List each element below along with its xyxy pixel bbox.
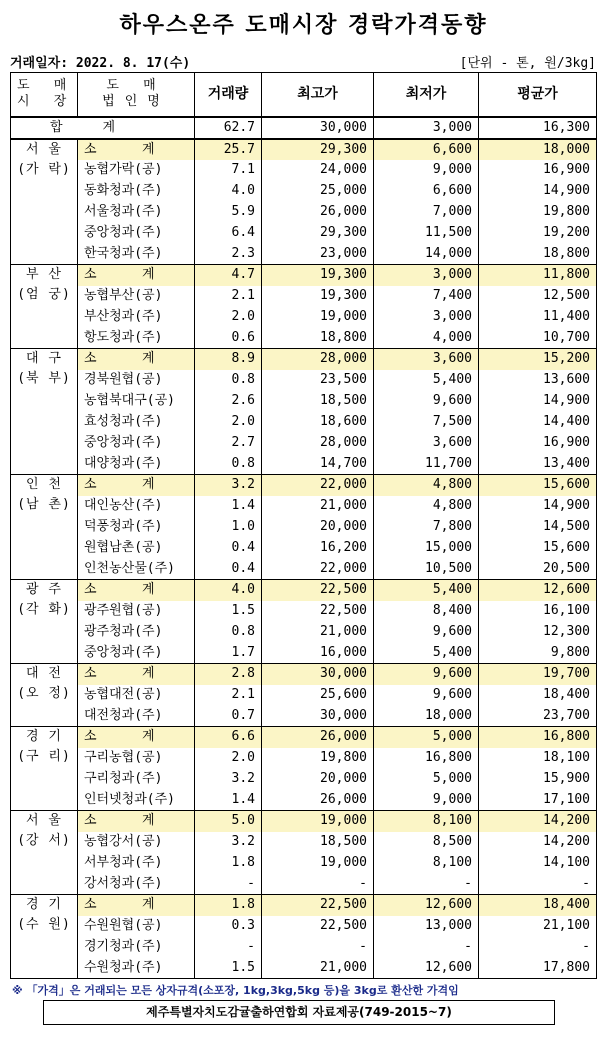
corp-name: 농협북대구(공) xyxy=(78,391,195,412)
volume-cell: - xyxy=(195,937,262,958)
min-price-cell: 6,600 xyxy=(374,139,479,160)
table-row xyxy=(11,748,597,769)
volume-cell: 1.4 xyxy=(195,790,262,811)
avg-price-cell: 16,800 xyxy=(479,727,597,748)
min-price-cell: 7,400 xyxy=(374,286,479,307)
table-row xyxy=(11,832,597,853)
subtotal-row xyxy=(11,265,597,286)
header-corp: 도 매 법인명 xyxy=(78,73,195,117)
corp-name: 농협강서(공) xyxy=(78,832,195,853)
avg-price-cell: 19,700 xyxy=(479,664,597,685)
volume-cell: 0.8 xyxy=(195,622,262,643)
volume-cell: 0.4 xyxy=(195,538,262,559)
max-price-cell: 18,500 xyxy=(262,391,374,412)
volume-cell: 4.0 xyxy=(195,181,262,202)
corp-name: 경기청과(주) xyxy=(78,937,195,958)
table-row xyxy=(11,328,597,349)
avg-price-cell: 11,400 xyxy=(479,307,597,328)
market-name: 대 구 (북 부) xyxy=(11,349,78,475)
header-volume: 거래량 xyxy=(195,73,262,117)
avg-price-cell: 23,700 xyxy=(479,706,597,727)
min-price-cell: 10,500 xyxy=(374,559,479,580)
unit-label: [단위 - 톤, 원/3kg] xyxy=(459,56,596,71)
min-price-cell: 13,000 xyxy=(374,916,479,937)
market-name: 광 주 (각 화) xyxy=(11,580,78,664)
table-row xyxy=(11,622,597,643)
subtotal-row xyxy=(11,664,597,685)
max-price-cell: 21,000 xyxy=(262,622,374,643)
volume-cell: 25.7 xyxy=(195,139,262,160)
max-price-cell: 23,000 xyxy=(262,244,374,265)
avg-price-cell: - xyxy=(479,937,597,958)
subtotal-row xyxy=(11,349,597,370)
volume-cell: 2.3 xyxy=(195,244,262,265)
min-price-cell: 8,100 xyxy=(374,853,479,874)
min-price-cell: 4,800 xyxy=(374,496,479,517)
meta-row xyxy=(10,52,596,71)
min-price-cell: 12,600 xyxy=(374,958,479,979)
max-price-cell: 22,500 xyxy=(262,580,374,601)
table-row xyxy=(11,643,597,664)
min-price-cell: 3,000 xyxy=(374,307,479,328)
max-price-cell: 25,600 xyxy=(262,685,374,706)
table-row xyxy=(11,685,597,706)
corp-name: 경북원협(공) xyxy=(78,370,195,391)
source-credit: 제주특별자치도감귤출하연합회 자료제공(749-2015~7) xyxy=(43,1000,555,1025)
market-name: 서 울 (가 락) xyxy=(11,139,78,265)
volume-cell: 2.6 xyxy=(195,391,262,412)
min-price-cell: 18,000 xyxy=(374,706,479,727)
max-price-cell: 29,300 xyxy=(262,139,374,160)
corp-name: 한국청과(주) xyxy=(78,244,195,265)
subtotal-label: 소 계 xyxy=(78,265,195,286)
volume-cell: 7.1 xyxy=(195,160,262,181)
volume-cell: 5.9 xyxy=(195,202,262,223)
max-price-cell: 22,500 xyxy=(262,601,374,622)
subtotal-label: 소 계 xyxy=(78,664,195,685)
header-avg: 평균가 xyxy=(479,73,597,117)
header-max: 최고가 xyxy=(262,73,374,117)
total-volume: 62.7 xyxy=(195,117,262,139)
max-price-cell: 22,500 xyxy=(262,895,374,916)
header-row xyxy=(11,73,597,117)
max-price-cell: 28,000 xyxy=(262,433,374,454)
subtotal-row xyxy=(11,727,597,748)
min-price-cell: 9,600 xyxy=(374,391,479,412)
volume-cell: 6.6 xyxy=(195,727,262,748)
avg-price-cell: 20,500 xyxy=(479,559,597,580)
max-price-cell: 18,500 xyxy=(262,832,374,853)
max-price-cell: 26,000 xyxy=(262,790,374,811)
volume-cell: 1.8 xyxy=(195,895,262,916)
corp-name: 구리농협(공) xyxy=(78,748,195,769)
max-price-cell: - xyxy=(262,874,374,895)
avg-price-cell: 15,600 xyxy=(479,475,597,496)
avg-price-cell: 16,100 xyxy=(479,601,597,622)
max-price-cell: 28,000 xyxy=(262,349,374,370)
min-price-cell: 12,600 xyxy=(374,895,479,916)
market-name: 대 전 (오 정) xyxy=(11,664,78,727)
volume-cell: 4.7 xyxy=(195,265,262,286)
table-row xyxy=(11,706,597,727)
volume-cell: 0.4 xyxy=(195,559,262,580)
volume-cell: 2.1 xyxy=(195,286,262,307)
page-title: 하우스온주 도매시장 경락가격동향 xyxy=(119,13,488,38)
corp-name: 효성청과(주) xyxy=(78,412,195,433)
max-price-cell: 19,000 xyxy=(262,853,374,874)
min-price-cell: 8,500 xyxy=(374,832,479,853)
avg-price-cell: 14,100 xyxy=(479,853,597,874)
max-price-cell: 20,000 xyxy=(262,517,374,538)
table-row xyxy=(11,853,597,874)
avg-price-cell: 12,300 xyxy=(479,622,597,643)
avg-price-cell: 18,100 xyxy=(479,748,597,769)
header-market: 도 매 시 장 xyxy=(11,73,78,117)
min-price-cell: 5,000 xyxy=(374,769,479,790)
table-row xyxy=(11,958,597,979)
subtotal-row xyxy=(11,475,597,496)
avg-price-cell: 21,100 xyxy=(479,916,597,937)
table-row xyxy=(11,496,597,517)
volume-cell: 3.2 xyxy=(195,769,262,790)
volume-cell: 4.0 xyxy=(195,580,262,601)
corp-name: 동화청과(주) xyxy=(78,181,195,202)
max-price-cell: 22,000 xyxy=(262,559,374,580)
trade-date: 거래일자: 2022. 8. 17(수) xyxy=(10,56,191,71)
subtotal-label: 소 계 xyxy=(78,349,195,370)
volume-cell: 1.5 xyxy=(195,601,262,622)
avg-price-cell: 12,500 xyxy=(479,286,597,307)
total-min: 3,000 xyxy=(374,117,479,139)
corp-name: 서부청과(주) xyxy=(78,853,195,874)
total-row xyxy=(11,117,597,139)
table-row xyxy=(11,202,597,223)
corp-name: 수원원협(공) xyxy=(78,916,195,937)
avg-price-cell: 18,400 xyxy=(479,685,597,706)
market-name: 경 기 (수 원) xyxy=(11,895,78,979)
subtotal-label: 소 계 xyxy=(78,811,195,832)
min-price-cell: - xyxy=(374,874,479,895)
table-row xyxy=(11,517,597,538)
subtotal-row xyxy=(11,580,597,601)
volume-cell: 1.0 xyxy=(195,517,262,538)
avg-price-cell: 14,200 xyxy=(479,832,597,853)
max-price-cell: 23,500 xyxy=(262,370,374,391)
avg-price-cell: 18,400 xyxy=(479,895,597,916)
avg-price-cell: 9,800 xyxy=(479,643,597,664)
volume-cell: 1.7 xyxy=(195,643,262,664)
avg-price-cell: 15,600 xyxy=(479,538,597,559)
min-price-cell: 9,000 xyxy=(374,790,479,811)
min-price-cell: 8,400 xyxy=(374,601,479,622)
min-price-cell: 15,000 xyxy=(374,538,479,559)
corp-name: 대양청과(주) xyxy=(78,454,195,475)
min-price-cell: 3,600 xyxy=(374,433,479,454)
volume-cell: 2.7 xyxy=(195,433,262,454)
max-price-cell: 19,800 xyxy=(262,748,374,769)
min-price-cell: 7,000 xyxy=(374,202,479,223)
max-price-cell: 21,000 xyxy=(262,496,374,517)
corp-name: 항도청과(주) xyxy=(78,328,195,349)
min-price-cell: - xyxy=(374,937,479,958)
market-name: 부 산 (엄 궁) xyxy=(11,265,78,349)
volume-cell: 1.4 xyxy=(195,496,262,517)
min-price-cell: 5,400 xyxy=(374,370,479,391)
table-row xyxy=(11,454,597,475)
market-name: 서 울 (강 서) xyxy=(11,811,78,895)
table-row xyxy=(11,244,597,265)
max-price-cell: 29,300 xyxy=(262,223,374,244)
subtotal-label: 소 계 xyxy=(78,475,195,496)
max-price-cell: 18,800 xyxy=(262,328,374,349)
corp-name: 중앙청과(주) xyxy=(78,223,195,244)
table-row xyxy=(11,874,597,895)
corp-name: 서울청과(주) xyxy=(78,202,195,223)
volume-cell: 0.7 xyxy=(195,706,262,727)
volume-cell: 0.8 xyxy=(195,370,262,391)
volume-cell: 0.3 xyxy=(195,916,262,937)
volume-cell: 6.4 xyxy=(195,223,262,244)
min-price-cell: 3,600 xyxy=(374,349,479,370)
max-price-cell: 30,000 xyxy=(262,706,374,727)
table-row xyxy=(11,370,597,391)
max-price-cell: 24,000 xyxy=(262,160,374,181)
min-price-cell: 3,000 xyxy=(374,265,479,286)
avg-price-cell: 14,500 xyxy=(479,517,597,538)
table-row xyxy=(11,790,597,811)
min-price-cell: 14,000 xyxy=(374,244,479,265)
total-avg: 16,300 xyxy=(479,117,597,139)
header-min: 최저가 xyxy=(374,73,479,117)
avg-price-cell: 11,800 xyxy=(479,265,597,286)
corp-name: 원협남촌(공) xyxy=(78,538,195,559)
volume-cell: 2.0 xyxy=(195,412,262,433)
table-row xyxy=(11,937,597,958)
volume-cell: 2.0 xyxy=(195,307,262,328)
avg-price-cell: - xyxy=(479,874,597,895)
volume-cell: - xyxy=(195,874,262,895)
avg-price-cell: 18,800 xyxy=(479,244,597,265)
table-row xyxy=(11,601,597,622)
min-price-cell: 7,500 xyxy=(374,412,479,433)
avg-price-cell: 14,200 xyxy=(479,811,597,832)
table-row xyxy=(11,160,597,181)
avg-price-cell: 15,200 xyxy=(479,349,597,370)
avg-price-cell: 19,200 xyxy=(479,223,597,244)
avg-price-cell: 14,900 xyxy=(479,496,597,517)
min-price-cell: 4,800 xyxy=(374,475,479,496)
min-price-cell: 9,600 xyxy=(374,685,479,706)
volume-cell: 5.0 xyxy=(195,811,262,832)
max-price-cell: 16,000 xyxy=(262,643,374,664)
market-name: 인 천 (남 촌) xyxy=(11,475,78,580)
corp-name: 농협대전(공) xyxy=(78,685,195,706)
min-price-cell: 5,400 xyxy=(374,643,479,664)
max-price-cell: 30,000 xyxy=(262,664,374,685)
corp-name: 인천농산물(주) xyxy=(78,559,195,580)
table-row xyxy=(11,286,597,307)
table-row xyxy=(11,916,597,937)
min-price-cell: 8,100 xyxy=(374,811,479,832)
subtotal-row xyxy=(11,895,597,916)
corp-name: 수원청과(주) xyxy=(78,958,195,979)
volume-cell: 0.8 xyxy=(195,454,262,475)
min-price-cell: 11,700 xyxy=(374,454,479,475)
max-price-cell: 22,000 xyxy=(262,475,374,496)
corp-name: 구리청과(주) xyxy=(78,769,195,790)
corp-name: 농협부산(공) xyxy=(78,286,195,307)
price-note: ※ 「가격」은 거래되는 모든 상자규격(소포장, 1kg,3kg,5kg 등)을 3kg로 환산한 가격임 xyxy=(12,984,459,997)
corp-name: 강서청과(주) xyxy=(78,874,195,895)
corp-name: 덕풍청과(주) xyxy=(78,517,195,538)
max-price-cell: 20,000 xyxy=(262,769,374,790)
table-row xyxy=(11,223,597,244)
min-price-cell: 11,500 xyxy=(374,223,479,244)
avg-price-cell: 13,400 xyxy=(479,454,597,475)
total-label: 합계 xyxy=(11,117,195,139)
max-price-cell: 25,000 xyxy=(262,181,374,202)
min-price-cell: 5,000 xyxy=(374,727,479,748)
corp-name: 대전청과(주) xyxy=(78,706,195,727)
total-max: 30,000 xyxy=(262,117,374,139)
table-row xyxy=(11,559,597,580)
avg-price-cell: 17,100 xyxy=(479,790,597,811)
table-row xyxy=(11,433,597,454)
subtotal-row xyxy=(11,139,597,160)
volume-cell: 2.0 xyxy=(195,748,262,769)
table-row xyxy=(11,769,597,790)
corp-name: 부산청과(주) xyxy=(78,307,195,328)
max-price-cell: 22,500 xyxy=(262,916,374,937)
table-row xyxy=(11,307,597,328)
table-row xyxy=(11,181,597,202)
corp-name: 농협가락(공) xyxy=(78,160,195,181)
min-price-cell: 9,600 xyxy=(374,622,479,643)
min-price-cell: 9,000 xyxy=(374,160,479,181)
avg-price-cell: 17,800 xyxy=(479,958,597,979)
price-table xyxy=(10,72,597,979)
corp-name: 광주원협(공) xyxy=(78,601,195,622)
avg-price-cell: 19,800 xyxy=(479,202,597,223)
max-price-cell: - xyxy=(262,937,374,958)
min-price-cell: 16,800 xyxy=(374,748,479,769)
min-price-cell: 7,800 xyxy=(374,517,479,538)
max-price-cell: 19,300 xyxy=(262,286,374,307)
market-name: 경 기 (구 리) xyxy=(11,727,78,811)
subtotal-label: 소 계 xyxy=(78,895,195,916)
volume-cell: 2.8 xyxy=(195,664,262,685)
corp-name: 대인농산(주) xyxy=(78,496,195,517)
volume-cell: 0.6 xyxy=(195,328,262,349)
max-price-cell: 18,600 xyxy=(262,412,374,433)
max-price-cell: 19,000 xyxy=(262,307,374,328)
corp-name: 중앙청과(주) xyxy=(78,643,195,664)
table-row xyxy=(11,538,597,559)
avg-price-cell: 15,900 xyxy=(479,769,597,790)
corp-name: 중앙청과(주) xyxy=(78,433,195,454)
max-price-cell: 19,000 xyxy=(262,811,374,832)
max-price-cell: 26,000 xyxy=(262,727,374,748)
subtotal-label: 소 계 xyxy=(78,580,195,601)
max-price-cell: 19,300 xyxy=(262,265,374,286)
max-price-cell: 21,000 xyxy=(262,958,374,979)
avg-price-cell: 12,600 xyxy=(479,580,597,601)
volume-cell: 8.9 xyxy=(195,349,262,370)
volume-cell: 1.8 xyxy=(195,853,262,874)
subtotal-row xyxy=(11,811,597,832)
table-row xyxy=(11,412,597,433)
max-price-cell: 16,200 xyxy=(262,538,374,559)
volume-cell: 3.2 xyxy=(195,832,262,853)
volume-cell: 1.5 xyxy=(195,958,262,979)
corp-name: 광주청과(주) xyxy=(78,622,195,643)
subtotal-label: 소 계 xyxy=(78,139,195,160)
volume-cell: 3.2 xyxy=(195,475,262,496)
avg-price-cell: 14,900 xyxy=(479,181,597,202)
max-price-cell: 14,700 xyxy=(262,454,374,475)
avg-price-cell: 16,900 xyxy=(479,433,597,454)
volume-cell: 2.1 xyxy=(195,685,262,706)
table-row xyxy=(11,391,597,412)
min-price-cell: 4,000 xyxy=(374,328,479,349)
subtotal-label: 소 계 xyxy=(78,727,195,748)
min-price-cell: 6,600 xyxy=(374,181,479,202)
avg-price-cell: 13,600 xyxy=(479,370,597,391)
corp-name: 인터넷청과(주) xyxy=(78,790,195,811)
min-price-cell: 5,400 xyxy=(374,580,479,601)
min-price-cell: 9,600 xyxy=(374,664,479,685)
avg-price-cell: 14,900 xyxy=(479,391,597,412)
avg-price-cell: 10,700 xyxy=(479,328,597,349)
avg-price-cell: 18,000 xyxy=(479,139,597,160)
avg-price-cell: 14,400 xyxy=(479,412,597,433)
price-table-body xyxy=(11,73,597,979)
max-price-cell: 26,000 xyxy=(262,202,374,223)
avg-price-cell: 16,900 xyxy=(479,160,597,181)
